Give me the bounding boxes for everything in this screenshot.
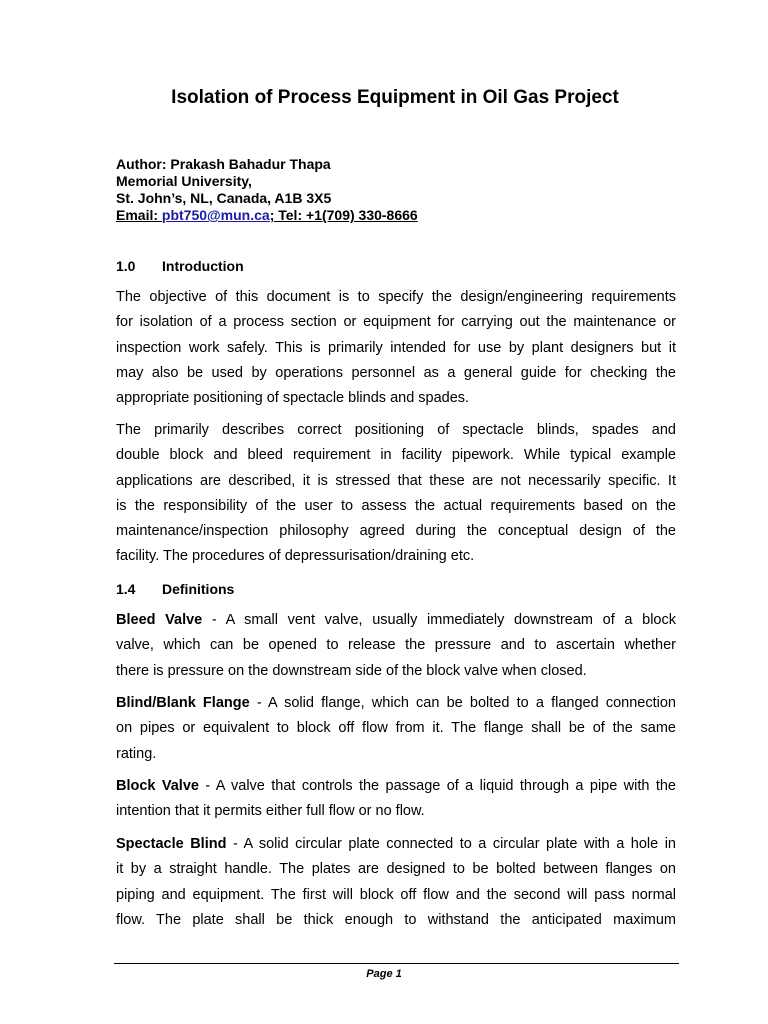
intro-paragraph-2 [116,418,676,570]
definition-spectacle-blind [116,832,676,933]
paragraph-line [116,832,676,857]
paragraph-line: is the responsibility of the user to assess the actual requirements based on the [116,497,676,514]
section-title: Definitions [162,581,235,597]
paragraph-line: there is pressure on the downstream side of the block valve when closed. [116,662,587,679]
definition-term: Block Valve [116,778,199,794]
paragraph-line [116,774,676,799]
definition-block-valve [116,774,676,825]
email-link[interactable]: pbt750@mun.ca [161,207,270,223]
paragraph-line: rating. [116,745,157,762]
paragraph-line: it by a straight handle. The plates are designed to be bolted between flanges on [116,861,676,878]
definition-text: - A small vent valve, usually immediately downstream of a block [202,612,676,628]
definition-text: - A solid flange, which can be bolted to a flanged connection [249,695,676,711]
definition-term: Spectacle Blind [116,836,227,852]
paragraph-line [116,691,676,716]
page-number: Page 1 [366,968,402,980]
footer-divider [114,963,679,964]
section-heading-definitions [116,580,234,598]
paragraph-line: The objective of this document is to specify the design/engineering requirements [116,289,676,305]
author-block [116,156,676,224]
definition-term: Blind/Blank Flange [116,695,250,711]
paragraph-line [116,608,676,633]
author-contact [116,207,676,224]
author-name: Author: Prakash Bahadur Thapa [116,156,331,172]
definition-text: - A solid circular plate connected to a circular plate with a hole in [226,836,676,852]
author-address: St. John’s, NL, Canada, A1B 3X5 [116,190,332,206]
paragraph-line: inspection work safely. This is primarily intended for use by plant designers but it [116,339,676,356]
definition-text: - A valve that controls the passage of a liquid through a pipe with the [198,778,676,794]
intro-paragraph-1 [116,285,676,411]
paragraph-line: valve, which can be opened to release the pressure and to ascertain whether [116,637,676,654]
section-heading-introduction [116,257,244,275]
definition-bleed-valve [116,608,676,684]
telephone: ; Tel: +1(709) 330-8666 [269,207,418,223]
paragraph-line: applications are described, it is stressed that these are not necessarily specific. It [116,472,676,489]
paragraph-line: double block and bleed requirement in facility pipework. While typical example [116,447,676,464]
paragraph-line: for isolation of a process section or equipment for carrying out the maintenance or [116,314,676,331]
paragraph-line: maintenance/inspection philosophy agreed during the conceptual design of the [116,523,676,540]
section-number: 1.4 [116,581,136,597]
definition-term: Bleed Valve [116,612,203,628]
email-label: Email: [116,207,162,223]
paragraph-line: flow. The plate shall be thick enough to withstand the anticipated maximum [116,911,676,928]
document-title: Isolation of Process Equipment in Oil Gas Project [171,87,619,108]
paragraph-line: piping and equipment. The first will block off flow and the second will pass normal [116,886,676,903]
paragraph-line: may also be used by operations personnel as a general guide for checking the [116,364,676,381]
paragraph-line: The primarily describes correct positioning of spectacle blinds, spades and [116,422,676,438]
paragraph-line: appropriate positioning of spectacle blinds and spades. [116,390,470,407]
section-title: Introduction [162,258,244,274]
paragraph-line: intention that it permits either full flow or no flow. [116,803,425,820]
author-affiliation: Memorial University, [116,173,252,189]
section-number: 1.0 [116,258,136,274]
paragraph-line: on pipes or equivalent to block off flow from it. The flange shall be of the same [116,720,676,737]
paragraph-line: facility. The procedures of depressurisation/draining etc. [116,548,475,565]
definition-blind-flange [116,691,676,767]
